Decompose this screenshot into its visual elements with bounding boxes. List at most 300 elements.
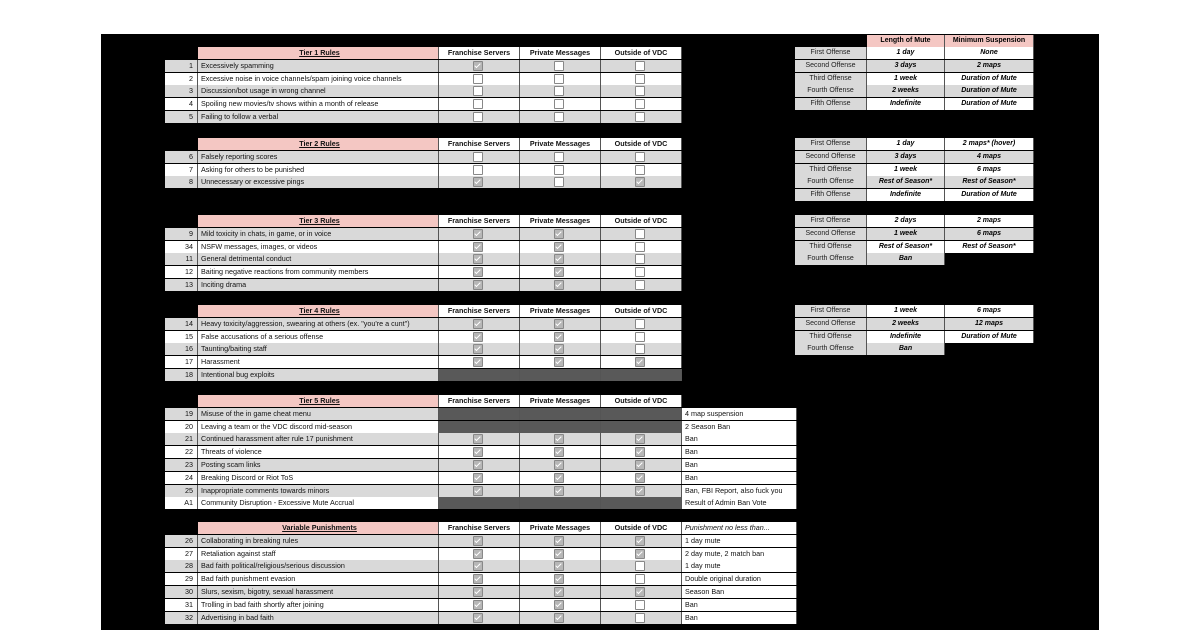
checkbox[interactable] — [554, 561, 564, 571]
checkbox-cell — [520, 586, 601, 598]
table-row — [165, 446, 797, 458]
rule-text: Unnecessary or excessive pings — [198, 176, 439, 188]
table-row — [165, 60, 682, 72]
offense-label: Third Offense — [795, 331, 867, 343]
checkbox[interactable] — [473, 357, 483, 367]
checkbox-cell — [601, 111, 682, 123]
checkbox[interactable] — [473, 587, 483, 597]
checkbox[interactable] — [554, 86, 564, 96]
checkbox-cell — [439, 85, 520, 97]
checkbox[interactable] — [635, 587, 645, 597]
checkbox[interactable] — [635, 319, 645, 329]
checkbox[interactable] — [635, 254, 645, 264]
checkbox[interactable] — [635, 344, 645, 354]
checkbox-cell — [520, 535, 601, 547]
offense-label: Fourth Offense — [795, 176, 867, 188]
mute-length: 3 days — [867, 60, 945, 72]
checkbox-cell — [520, 318, 601, 330]
minimum-suspension: Duration of Mute — [945, 85, 1034, 97]
offense-label: Fifth Offense — [795, 189, 867, 201]
checkbox-cell — [601, 472, 682, 484]
checkbox-cell — [439, 535, 520, 547]
checkbox[interactable] — [554, 574, 564, 584]
checkbox-cell — [520, 253, 601, 265]
checkbox[interactable] — [635, 473, 645, 483]
checkbox[interactable] — [554, 152, 564, 162]
checkbox[interactable] — [473, 549, 483, 559]
checkbox-cell — [520, 228, 601, 240]
checkbox[interactable] — [473, 229, 483, 239]
mute-length: Rest of Season* — [867, 176, 945, 188]
column-franchise-servers: Franchise Servers — [439, 305, 520, 317]
checkbox[interactable] — [554, 165, 564, 175]
minimum-suspension: 2 maps — [945, 215, 1034, 227]
checkbox[interactable] — [473, 332, 483, 342]
rule-number: 1 — [165, 60, 198, 72]
checkbox-cell — [601, 535, 682, 547]
rule-text: Intentional bug exploits — [198, 369, 439, 381]
checkbox-cell — [439, 73, 520, 85]
rules-header — [165, 215, 797, 227]
column-outside-vdc: Outside of VDC — [601, 215, 682, 227]
checkbox-cell — [601, 60, 682, 72]
table-row — [165, 98, 682, 110]
checkbox-cell — [520, 241, 601, 253]
checkbox-cell — [439, 369, 520, 381]
tier-title: Variable Punishments — [198, 522, 439, 534]
column-outside-vdc: Outside of VDC — [601, 305, 682, 317]
rule-text: Inciting drama — [198, 279, 439, 291]
rule-text: Slurs, sexism, bigotry, sexual harassment — [198, 586, 439, 598]
checkbox[interactable] — [635, 99, 645, 109]
rule-text: Misuse of the in game cheat menu — [198, 408, 439, 420]
offense-label: Third Offense — [795, 241, 867, 253]
checkbox[interactable] — [635, 165, 645, 175]
rules-header — [165, 47, 797, 59]
minimum-suspension: 2 maps* (hover) — [945, 138, 1034, 150]
checkbox-cell — [601, 343, 682, 355]
checkbox[interactable] — [554, 267, 564, 277]
minimum-suspension: Rest of Season* — [945, 176, 1034, 188]
checkbox-cell — [439, 228, 520, 240]
rule-text: Taunting/baiting staff — [198, 343, 439, 355]
checkbox-cell — [439, 279, 520, 291]
table-row — [165, 331, 682, 343]
checkbox-cell — [601, 446, 682, 458]
checkbox[interactable] — [473, 447, 483, 457]
checkbox[interactable] — [554, 242, 564, 252]
checkbox[interactable] — [635, 112, 645, 122]
rule-text: Discussion/bot usage in wrong channel — [198, 85, 439, 97]
checkbox[interactable] — [635, 357, 645, 367]
offense-label: Fourth Offense — [795, 85, 867, 97]
table-row — [165, 369, 682, 381]
checkbox[interactable] — [554, 613, 564, 623]
checkbox[interactable] — [554, 473, 564, 483]
rules-header — [165, 138, 797, 150]
checkbox-cell — [601, 253, 682, 265]
rule-number: 14 — [165, 318, 198, 330]
checkbox-cell — [439, 573, 520, 585]
checkbox-cell — [601, 433, 682, 445]
table-row — [165, 356, 682, 368]
checkbox-cell — [439, 408, 520, 420]
checkbox[interactable] — [635, 600, 645, 610]
column-private-messages: Private Messages — [520, 138, 601, 150]
offense-label: Second Offense — [795, 228, 867, 240]
checkbox-cell — [601, 98, 682, 110]
checkbox[interactable] — [473, 254, 483, 264]
checkbox-cell — [601, 408, 682, 420]
checkbox[interactable] — [554, 99, 564, 109]
rule-number: 15 — [165, 331, 198, 343]
rule-number: 9 — [165, 228, 198, 240]
punishment-header: Punishment no less than... — [682, 522, 797, 534]
checkbox-cell — [601, 318, 682, 330]
offense-label: Second Offense — [795, 151, 867, 163]
checkbox-cell — [439, 164, 520, 176]
checkbox[interactable] — [473, 574, 483, 584]
checkbox[interactable] — [554, 112, 564, 122]
punishment-text: 2 day mute, 2 match ban — [682, 548, 797, 560]
tier-title: Tier 2 Rules — [198, 138, 439, 150]
checkbox-cell — [520, 485, 601, 497]
rule-number: 19 — [165, 408, 198, 420]
checkbox-cell — [601, 485, 682, 497]
checkbox[interactable] — [473, 536, 483, 546]
checkbox-cell — [520, 612, 601, 624]
checkbox[interactable] — [635, 242, 645, 252]
checkbox[interactable] — [473, 99, 483, 109]
checkbox[interactable] — [473, 561, 483, 571]
checkbox[interactable] — [473, 486, 483, 496]
checkbox-cell — [520, 459, 601, 471]
checkbox[interactable] — [554, 486, 564, 496]
rule-number: 11 — [165, 253, 198, 265]
checkbox[interactable] — [635, 267, 645, 277]
rule-number: 30 — [165, 586, 198, 598]
rule-number: 24 — [165, 472, 198, 484]
checkbox[interactable] — [554, 74, 564, 84]
column-franchise-servers: Franchise Servers — [439, 138, 520, 150]
checkbox[interactable] — [554, 254, 564, 264]
checkbox[interactable] — [554, 600, 564, 610]
table-row — [165, 485, 797, 497]
table-row — [165, 612, 797, 624]
checkbox[interactable] — [554, 460, 564, 470]
checkbox-cell — [520, 548, 601, 560]
checkbox-cell — [520, 279, 601, 291]
rule-text: Retaliation against staff — [198, 548, 439, 560]
checkbox-cell — [439, 151, 520, 163]
offense-label: Fifth Offense — [795, 98, 867, 110]
checkbox[interactable] — [635, 460, 645, 470]
checkbox[interactable] — [635, 434, 645, 444]
checkbox-cell — [601, 421, 682, 433]
punishment-text: Double original duration — [682, 573, 797, 585]
length-of-mute-header: Length of Mute — [867, 35, 945, 47]
checkbox[interactable] — [635, 177, 645, 187]
checkbox[interactable] — [473, 600, 483, 610]
rule-number: 29 — [165, 573, 198, 585]
table-row — [165, 421, 797, 433]
mute-length: 2 weeks — [867, 85, 945, 97]
rule-text: Failing to follow a verbal — [198, 111, 439, 123]
checkbox[interactable] — [635, 280, 645, 290]
punishment-text: 2 Season Ban — [682, 421, 797, 433]
checkbox[interactable] — [473, 460, 483, 470]
rule-text: Excessively spamming — [198, 60, 439, 72]
checkbox[interactable] — [473, 112, 483, 122]
checkbox[interactable] — [635, 86, 645, 96]
rules-header — [165, 522, 797, 534]
checkbox[interactable] — [473, 177, 483, 187]
rule-number: 20 — [165, 421, 198, 433]
checkbox[interactable] — [635, 332, 645, 342]
rule-number: 31 — [165, 599, 198, 611]
checkbox[interactable] — [473, 613, 483, 623]
rule-number: 2 — [165, 73, 198, 85]
rule-text: Excessive noise in voice channels/spam joining voice channels — [198, 73, 439, 85]
offense-label: Fourth Offense — [795, 253, 867, 265]
checkbox-cell — [439, 266, 520, 278]
table-row — [165, 548, 797, 560]
rule-number: 18 — [165, 369, 198, 381]
column-outside-vdc: Outside of VDC — [601, 47, 682, 59]
rule-text: Continued harassment after rule 17 punishment — [198, 433, 439, 445]
checkbox-cell — [439, 356, 520, 368]
minimum-suspension: 2 maps — [945, 60, 1034, 72]
checkbox-cell — [520, 573, 601, 585]
column-outside-vdc: Outside of VDC — [601, 138, 682, 150]
rule-text: Advertising in bad faith — [198, 612, 439, 624]
mute-length: Ban — [867, 343, 945, 355]
checkbox[interactable] — [635, 447, 645, 457]
checkbox[interactable] — [473, 280, 483, 290]
table-row — [165, 111, 682, 123]
rule-number: 21 — [165, 433, 198, 445]
checkbox-cell — [439, 98, 520, 110]
column-private-messages: Private Messages — [520, 522, 601, 534]
column-franchise-servers: Franchise Servers — [439, 47, 520, 59]
checkbox[interactable] — [635, 549, 645, 559]
checkbox-cell — [601, 279, 682, 291]
mute-length: 1 day — [867, 47, 945, 59]
mute-length: 2 weeks — [867, 318, 945, 330]
minimum-suspension: None — [945, 47, 1034, 59]
checkbox-cell — [601, 459, 682, 471]
offense-label: First Offense — [795, 215, 867, 227]
offense-label: First Offense — [795, 47, 867, 59]
rule-number: 4 — [165, 98, 198, 110]
rule-text: Asking for others to be punished — [198, 164, 439, 176]
mute-length: 1 week — [867, 73, 945, 85]
rule-text: Heavy toxicity/aggression, swearing at others (ex. "you're a cunt") — [198, 318, 439, 330]
checkbox-cell — [520, 266, 601, 278]
rule-number: 3 — [165, 85, 198, 97]
checkbox-cell — [439, 560, 520, 572]
checkbox[interactable] — [554, 549, 564, 559]
checkbox-cell — [520, 343, 601, 355]
checkbox-cell — [520, 472, 601, 484]
checkbox-cell — [439, 176, 520, 188]
column-outside-vdc: Outside of VDC — [601, 395, 682, 407]
table-row — [165, 176, 682, 188]
minimum-suspension: Duration of Mute — [945, 331, 1034, 343]
checkbox-cell — [601, 241, 682, 253]
checkbox[interactable] — [635, 229, 645, 239]
checkbox[interactable] — [473, 344, 483, 354]
punishment-text: Ban — [682, 472, 797, 484]
checkbox[interactable] — [554, 319, 564, 329]
rule-text: Threats of violence — [198, 446, 439, 458]
rule-text: Baiting negative reactions from community members — [198, 266, 439, 278]
mute-length: 3 days — [867, 151, 945, 163]
checkbox[interactable] — [554, 587, 564, 597]
penalty-header — [867, 35, 1035, 47]
rule-number: 17 — [165, 356, 198, 368]
checkbox-cell — [520, 497, 601, 509]
table-row — [165, 164, 682, 176]
checkbox[interactable] — [554, 61, 564, 71]
checkbox-cell — [601, 560, 682, 572]
checkbox-cell — [601, 176, 682, 188]
checkbox[interactable] — [473, 319, 483, 329]
offense-label: First Offense — [795, 305, 867, 317]
minimum-suspension: 6 maps — [945, 164, 1034, 176]
rule-number: 6 — [165, 151, 198, 163]
table-row — [165, 228, 682, 240]
table-row — [165, 266, 682, 278]
punishment-text: Result of Admin Ban Vote — [682, 497, 797, 509]
checkbox-cell — [439, 318, 520, 330]
checkbox-cell — [520, 164, 601, 176]
rule-text: Leaving a team or the VDC discord mid-season — [198, 421, 439, 433]
checkbox[interactable] — [554, 357, 564, 367]
checkbox-cell — [439, 599, 520, 611]
checkbox-cell — [439, 459, 520, 471]
rule-number: 26 — [165, 535, 198, 547]
checkbox[interactable] — [635, 613, 645, 623]
checkbox[interactable] — [635, 74, 645, 84]
mute-length: 1 week — [867, 305, 945, 317]
rule-number: 22 — [165, 446, 198, 458]
checkbox[interactable] — [635, 61, 645, 71]
checkbox[interactable] — [554, 536, 564, 546]
checkbox-cell — [439, 241, 520, 253]
punishment-text: Season Ban — [682, 586, 797, 598]
checkbox-cell — [520, 151, 601, 163]
checkbox[interactable] — [473, 242, 483, 252]
mute-length: Ban — [867, 253, 945, 265]
table-row — [165, 472, 797, 484]
checkbox[interactable] — [473, 86, 483, 96]
checkbox[interactable] — [635, 574, 645, 584]
rule-text: Bad faith political/religious/serious discussion — [198, 560, 439, 572]
checkbox-cell — [601, 612, 682, 624]
rule-text: Collaborating in breaking rules — [198, 535, 439, 547]
checkbox[interactable] — [554, 280, 564, 290]
rule-text: Inappropriate comments towards minors — [198, 485, 439, 497]
checkbox-cell — [520, 408, 601, 420]
checkbox[interactable] — [635, 486, 645, 496]
column-franchise-servers: Franchise Servers — [439, 522, 520, 534]
checkbox[interactable] — [554, 332, 564, 342]
checkbox-cell — [520, 111, 601, 123]
rule-number: 32 — [165, 612, 198, 624]
offense-label: Second Offense — [795, 60, 867, 72]
rule-number: 13 — [165, 279, 198, 291]
column-franchise-servers: Franchise Servers — [439, 215, 520, 227]
checkbox[interactable] — [635, 536, 645, 546]
checkbox-cell — [520, 85, 601, 97]
checkbox-cell — [520, 73, 601, 85]
checkbox[interactable] — [554, 229, 564, 239]
checkbox-cell — [439, 485, 520, 497]
rule-number: 7 — [165, 164, 198, 176]
checkbox[interactable] — [473, 434, 483, 444]
punishment-text: Ban — [682, 612, 797, 624]
checkbox-cell — [439, 612, 520, 624]
rule-text: Trolling in bad faith shortly after joining — [198, 599, 439, 611]
rule-number: 8 — [165, 176, 198, 188]
checkbox[interactable] — [473, 165, 483, 175]
checkbox[interactable] — [473, 473, 483, 483]
checkbox[interactable] — [473, 61, 483, 71]
checkbox[interactable] — [473, 74, 483, 84]
punishment-text: 1 day mute — [682, 560, 797, 572]
checkbox[interactable] — [554, 434, 564, 444]
tier-title: Tier 5 Rules — [198, 395, 439, 407]
offense-label: Second Offense — [795, 318, 867, 330]
checkbox-cell — [601, 573, 682, 585]
table-row — [165, 85, 682, 97]
checkbox-cell — [520, 369, 601, 381]
checkbox[interactable] — [554, 344, 564, 354]
minimum-suspension: Duration of Mute — [945, 73, 1034, 85]
checkbox-cell — [520, 176, 601, 188]
checkbox[interactable] — [554, 447, 564, 457]
table-row — [165, 599, 797, 611]
rule-number: 34 — [165, 241, 198, 253]
column-private-messages: Private Messages — [520, 395, 601, 407]
rules-header — [165, 305, 797, 317]
checkbox-cell — [520, 98, 601, 110]
checkbox-cell — [520, 433, 601, 445]
checkbox[interactable] — [554, 177, 564, 187]
checkbox-cell — [601, 228, 682, 240]
rule-text: Breaking Discord or Riot ToS — [198, 472, 439, 484]
tier-title: Tier 1 Rules — [198, 47, 439, 59]
checkbox-cell — [520, 560, 601, 572]
mute-length: 1 week — [867, 164, 945, 176]
checkbox[interactable] — [473, 267, 483, 277]
punishment-text: 4 map suspension — [682, 408, 797, 420]
table-row — [165, 318, 682, 330]
checkbox[interactable] — [635, 561, 645, 571]
checkbox-cell — [439, 253, 520, 265]
checkbox-cell — [520, 421, 601, 433]
rule-text: Spoiling new movies/tv shows within a month of release — [198, 98, 439, 110]
rule-text: Community Disruption - Excessive Mute Accrual — [198, 497, 439, 509]
checkbox[interactable] — [635, 152, 645, 162]
column-private-messages: Private Messages — [520, 47, 601, 59]
rule-text: Mild toxicity in chats, in game, or in voice — [198, 228, 439, 240]
rule-number: 23 — [165, 459, 198, 471]
checkbox[interactable] — [473, 152, 483, 162]
rule-number: 5 — [165, 111, 198, 123]
rule-text: Harassment — [198, 356, 439, 368]
